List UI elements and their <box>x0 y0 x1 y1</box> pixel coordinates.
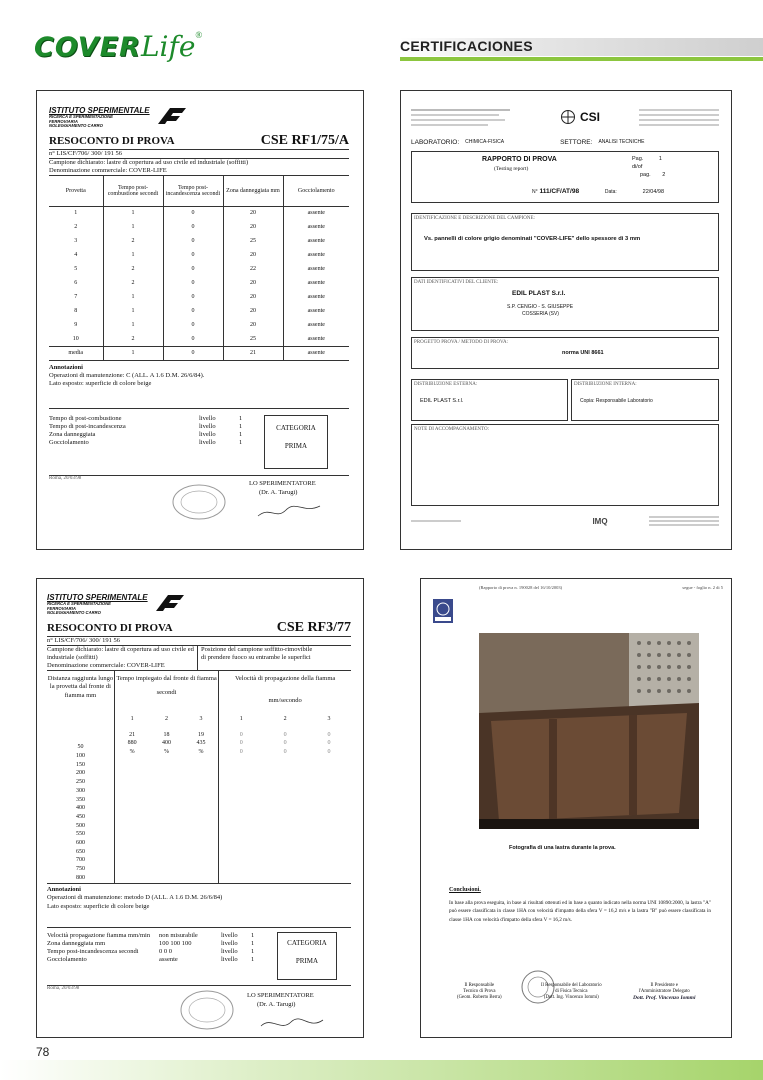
report-code: CSE RF1/75/A <box>260 132 349 148</box>
csi-brand: CSI <box>579 110 600 124</box>
table-cell: 1 <box>49 206 103 220</box>
csi-logo-icon <box>560 109 576 125</box>
table-cell: assente <box>307 224 325 231</box>
notes-title: Annotazioni <box>47 886 81 894</box>
table-cell: 0 <box>163 248 223 262</box>
num-value: 111/CF/AT/98 <box>539 188 580 195</box>
table-cell: 0 <box>163 318 223 332</box>
summary-row <box>47 940 277 948</box>
date-label: Data: <box>604 189 617 195</box>
signature <box>254 500 324 522</box>
institute-sub-1: RICERCA E SPERIMENTAZIONE <box>47 601 111 606</box>
signer-role: LO SPERIMENTATORE <box>249 480 316 488</box>
table-cell: assente <box>307 308 325 315</box>
summary-cell: livello <box>221 956 238 964</box>
table-cell: 2 <box>103 234 163 248</box>
conclusion-text: In base alla prova eseguita, in base ai risultati ottenuti ed in base a quanto indicato nella norma UNI 10890:2000, la lastra "A" può essere classificata in classe 1HA con velocità d'impatto della sfera V = 16,2 m/s e la lastra "B" può essere classificata in classe 1HA con velocità d'impatto della sfera V = 16,2 m/s. <box>449 900 711 923</box>
note-1: Operazioni di manutenzione: metodo D (ALL. A 1.6 D.M. 26/6/84) <box>47 894 223 902</box>
table-cell: 9 <box>49 318 103 332</box>
summary-row <box>49 439 264 447</box>
report-ref: n° LIS/CF/706/ 300/ 191 56 <box>49 149 123 157</box>
table-cell: % <box>129 748 135 755</box>
distance-value: 450 <box>75 813 85 820</box>
num-label: N° <box>532 189 538 195</box>
table-cell: 0 <box>163 304 223 318</box>
table-row <box>219 739 351 748</box>
summary-cell: livello <box>199 415 216 423</box>
table-row <box>49 304 349 318</box>
summary-cell: livello <box>199 431 216 439</box>
table-row <box>49 234 349 248</box>
col-zone: Zona danneggiata mm <box>223 176 283 206</box>
table-cell: assente <box>307 252 325 259</box>
imq-mark: IMQ <box>592 516 608 526</box>
table-cell: 0 <box>327 740 331 747</box>
distance-value: 50 <box>77 744 84 751</box>
summary-row <box>47 956 277 964</box>
institute-sub-2: FERROVIARIA <box>47 605 76 611</box>
table-cell: 20 <box>223 220 283 234</box>
table-cell: 0 <box>239 731 243 738</box>
col-speed: Velocità di propagazione della fiamma <box>234 675 336 683</box>
distance-value: 700 <box>75 857 85 864</box>
cover-life-logo <box>34 30 203 74</box>
table-row <box>219 731 351 740</box>
category-value: PRIMA <box>295 956 319 965</box>
test-photo <box>479 633 699 829</box>
fs-logo-icon <box>156 106 188 126</box>
summary-cell: Gocciolamento <box>47 956 87 964</box>
external-distribution-box <box>411 379 568 421</box>
speed-sub-3: 3 <box>327 715 331 722</box>
summary-row <box>49 423 264 431</box>
table-row <box>115 748 218 757</box>
summary-cell: 1 <box>251 956 255 964</box>
table-cell: 0 <box>163 262 223 276</box>
lab-value: CHIMICA-FISICA <box>465 139 505 145</box>
table-cell: 2 <box>103 332 163 346</box>
table-cell: 5 <box>49 262 103 276</box>
position-line-1: Posizione del campione soffitto-rimovibile <box>201 645 313 653</box>
distance-value: 400 <box>75 805 85 812</box>
category-box <box>264 415 328 469</box>
col-post-comb: Tempo post-combustione secondi <box>103 176 163 206</box>
table-cell: 0 <box>163 276 223 290</box>
col-time-unit: secondi <box>156 689 177 697</box>
table-cell: 1 <box>103 304 163 318</box>
signer2-line3: (Dott. Ing. Vincenzo Iommi) <box>543 995 599 1001</box>
table-cell: 20 <box>223 206 283 220</box>
table-cell: 21 <box>129 731 136 738</box>
summary-cell: 1 <box>251 939 255 947</box>
mean-val-3: 21 <box>223 346 283 360</box>
place-date: Roma, 20/03/98 <box>49 476 82 482</box>
table-cell: % <box>164 748 170 755</box>
report-ref: n° LIS/CF/706/ 300/ 191 56 <box>47 636 121 644</box>
signer1-line1: Il Responsabile <box>464 983 495 988</box>
signer-role: LO SPERIMENTATORE <box>247 991 314 999</box>
table-cell: assente <box>307 210 325 217</box>
category-label: CATEGORIA <box>276 424 316 433</box>
certificate-rf1 <box>36 90 364 550</box>
distance-value: 500 <box>75 822 85 829</box>
page-number: 78 <box>36 1045 50 1059</box>
report-header-box <box>411 151 719 203</box>
summary-row <box>49 415 264 423</box>
table-cell: 19 <box>198 731 204 738</box>
official-stamp <box>169 482 229 522</box>
summary-row <box>49 431 264 439</box>
summary-cell: 1 <box>239 423 243 431</box>
signer-name: (Dr. A. Tarugi) <box>257 1000 296 1008</box>
report-title: RESOCONTO DI PROVA <box>47 621 173 634</box>
table-cell: 0 <box>239 740 243 747</box>
table-cell: assente <box>307 238 325 245</box>
photo-illustration <box>479 633 699 829</box>
table-cell: 20 <box>223 276 283 290</box>
mean-label: media <box>49 346 103 360</box>
of-label: di/of <box>632 164 643 170</box>
table-cell: 7 <box>49 290 103 304</box>
table-cell: 20 <box>223 248 283 262</box>
table-cell: 2 <box>103 262 163 276</box>
report-title: RAPPORTO DI PROVA <box>482 156 557 163</box>
summary-cell: Tempo di post-incandescenza <box>49 423 126 431</box>
page-title: CERTIFICACIONES <box>400 38 533 54</box>
pages-label: pag. <box>640 172 651 178</box>
certificate-rf3 <box>36 578 364 1038</box>
distance-value: 600 <box>75 840 85 847</box>
client-address-1: S.P. CENGIO - S. GIUSEPPE <box>507 304 574 310</box>
date-value: 22/04/98 <box>642 189 665 195</box>
internal-distribution-box <box>571 379 719 421</box>
table-row <box>219 748 351 757</box>
notes-label: NOTE DI ACCOMPAGNAMENTO: <box>414 427 490 432</box>
table-cell: 0 <box>163 234 223 248</box>
summary-cell: 0 0 0 <box>159 947 172 955</box>
propagation-table <box>47 671 351 884</box>
summary-cell: non misurabile <box>159 931 198 939</box>
table-cell: 1 <box>103 248 163 262</box>
table-cell: 25 <box>223 332 283 346</box>
table-cell: 25 <box>223 234 283 248</box>
institute-name: ISTITUTO SPERIMENTALE <box>49 106 150 115</box>
institute-sub-1: RICERCA E SPERIMENTAZIONE <box>49 114 113 119</box>
summary-cell: 1 <box>251 947 255 955</box>
summary-cell: Tempo post-incandescenza secondi <box>47 947 139 955</box>
summary-cell: 100 100 100 <box>159 939 192 947</box>
time-sub-2: 2 <box>165 715 169 722</box>
table-cell: 2 <box>49 220 103 234</box>
table-cell: 6 <box>49 276 103 290</box>
note-1: Operazioni di manutenzione: C (ALL. A 1.6 D.M. 26/6/84). <box>49 371 205 379</box>
sample-line-2: Denominazione commerciale: COVER-LIFE <box>49 167 167 175</box>
summary-cell: Tempo di post-combustione <box>49 415 122 423</box>
sample-section-label: IDENTIFICAZIONE E DESCRIZIONE DEL CAMPIONE: <box>414 216 535 221</box>
table-cell: 10 <box>49 332 103 346</box>
sector-label: SETTORE: <box>560 139 593 146</box>
method-box <box>411 337 719 369</box>
distance-value: 800 <box>75 874 85 881</box>
signer2-line2: di Fisica Tecnica <box>555 989 588 995</box>
summary-cell: Zona danneggiata mm <box>47 939 106 947</box>
table-row <box>49 262 349 276</box>
report-title: RESOCONTO DI PROVA <box>49 134 175 147</box>
summary-cell: livello <box>199 439 216 447</box>
distance-value: 750 <box>75 866 85 873</box>
table-cell: assente <box>307 266 325 273</box>
client-name: EDIL PLAST S.r.l. <box>512 290 566 297</box>
summary-cell: livello <box>221 939 238 947</box>
time-sub-1: 1 <box>130 715 134 722</box>
category-box <box>277 932 337 980</box>
table-row <box>49 248 349 262</box>
col-distance: Distanza raggiunta lungo la provetta dal fronte di fiamma mm <box>47 675 114 699</box>
summary-cell: livello <box>221 947 238 955</box>
table-cell: assente <box>307 335 325 342</box>
col-provetta: Provetta <box>49 176 103 206</box>
results-table <box>49 176 349 361</box>
sample-box <box>411 213 719 271</box>
table-cell: assente <box>307 322 325 329</box>
position-line-2: di prendere fuoco su entrambe le superfici <box>201 654 311 662</box>
method-section-label: PROGETTO PROVA / METODO DI PROVA: <box>414 340 508 345</box>
table-cell: assente <box>307 294 325 301</box>
mean-val-4: assente <box>307 350 325 357</box>
distance-value: 200 <box>75 770 85 777</box>
summary-cell: livello <box>199 423 216 431</box>
note-2: Lato esposto: superficie di colore beige <box>49 379 152 387</box>
signer1-line2: Tecnico di Prova <box>463 989 496 995</box>
signer3-line2: l'Amministratore Delegato <box>638 989 690 995</box>
table-cell: 0 <box>163 206 223 220</box>
table-cell: 4 <box>49 248 103 262</box>
table-cell: 2 <box>103 276 163 290</box>
signature <box>257 1012 327 1034</box>
speed-sub-1: 1 <box>239 715 243 722</box>
col-post-inc: Tempo post-incandescenza secondi <box>163 176 223 206</box>
summary-cell: livello <box>221 931 238 939</box>
int-dist-label: DISTRIBUZIONE INTERNA: <box>574 382 637 387</box>
distance-value: 150 <box>75 761 85 768</box>
table-cell: 3 <box>49 234 103 248</box>
distance-value: 300 <box>75 787 85 794</box>
table-cell: 0 <box>327 731 331 738</box>
signer2-line1: Il Responsabile del Laboratorio <box>541 983 602 988</box>
signer3-line3: Dott. Prof. Vincenzo Iommi <box>633 995 696 1002</box>
sector-value: ANALISI TECNICHE <box>598 139 645 145</box>
official-stamp <box>177 988 237 1032</box>
table-cell: 0 <box>163 290 223 304</box>
table-row <box>115 739 218 748</box>
doc-header-right: segue - foglio n. 2 di 5 <box>682 585 723 590</box>
table-cell: 0 <box>163 332 223 346</box>
note-2: Lato esposto: superficie di colore beige <box>47 902 150 910</box>
logo-script: Life <box>140 30 196 63</box>
distance-value: 650 <box>75 848 85 855</box>
summary-cell: assente <box>159 956 178 964</box>
signer3-line1: Il Presidente e <box>650 983 678 988</box>
institute-name: ISTITUTO SPERIMENTALE <box>47 593 148 602</box>
table-cell: 20 <box>223 318 283 332</box>
pag-value: 1 <box>658 156 662 162</box>
conclusion-title: Conclusioni. <box>449 887 481 893</box>
summary-cell: 1 <box>239 415 243 423</box>
mean-val-1: 1 <box>103 346 163 360</box>
table-row <box>49 220 349 234</box>
header-accent-line <box>400 57 763 61</box>
distance-value: 350 <box>75 796 85 803</box>
summary-cell: 1 <box>239 431 243 439</box>
category-value: PRIMA <box>284 442 308 451</box>
table-cell: 0 <box>283 740 287 747</box>
table-cell: 18 <box>163 731 170 738</box>
footer-bar <box>0 1060 763 1080</box>
distance-value: 250 <box>75 779 85 786</box>
table-cell: 22 <box>223 262 283 276</box>
institute-sub-3: NOLEGGIAMENTO CARRO <box>49 123 103 129</box>
lab-label: LABORATORIO: <box>411 139 460 146</box>
signer1-line3: (Geom. Roberto Berra) <box>457 995 502 1001</box>
table-cell: 0 <box>163 220 223 234</box>
table-cell: assente <box>307 280 325 287</box>
col-drip: Gocciolamento <box>297 187 335 194</box>
summary-row <box>47 948 277 956</box>
doc-header-left: (Rapporto di prova n. 190028 del 16/10/2003) <box>479 585 563 590</box>
table-row <box>49 318 349 332</box>
table-cell: 1 <box>103 318 163 332</box>
fs-logo-icon <box>154 593 186 613</box>
method-value: norma UNI 8661 <box>562 350 604 356</box>
int-dist-value: Copia: Responsabile Laboratorio <box>580 398 653 404</box>
table-row <box>49 332 349 346</box>
table-row <box>49 276 349 290</box>
table-cell: 1 <box>103 290 163 304</box>
col-time: Tempo impiegato dal fronte di fiamma <box>116 675 217 683</box>
category-label: CATEGORIA <box>287 938 327 947</box>
table-cell: 20 <box>223 290 283 304</box>
table-cell: 400 <box>162 740 172 747</box>
summary-cell: Zona danneggiata <box>49 431 96 439</box>
mean-val-2: 0 <box>163 346 223 360</box>
notes-box <box>411 424 719 506</box>
table-cell: 0 <box>327 748 331 755</box>
summary-cell: 1 <box>251 931 255 939</box>
pag-label: Pag. <box>632 156 644 162</box>
summary-cell: Gocciolamento <box>49 439 89 447</box>
table-cell: 20 <box>223 304 283 318</box>
speed-sub-2: 2 <box>283 715 287 722</box>
sample-line-1: Campione dichiarato: lastre di copertura ad uso civile ed industriale (soffitti) <box>49 158 249 166</box>
ext-dist-label: DISTRIBUZIONE ESTERNA: <box>414 382 478 387</box>
logo-main: COVER <box>34 32 141 63</box>
institute-sub-3: NOLEGGIAMENTO CARRO <box>47 610 101 616</box>
logo-reg-mark: ® <box>195 30 203 40</box>
client-section-label: DATI IDENTIFICATIVI DEL CLIENTE: <box>414 280 499 285</box>
signer-name: (Dr. A. Tarugi) <box>259 489 298 497</box>
table-cell: 0 <box>283 731 287 738</box>
table-cell: 1 <box>103 206 163 220</box>
report-code: CSE RF3/77 <box>276 619 351 635</box>
col-speed-unit: mm/secondo <box>268 697 302 705</box>
distance-value: 100 <box>75 753 85 760</box>
csi-test-report <box>400 90 732 550</box>
summary-row <box>47 932 277 940</box>
report-subtitle: (Testing report) <box>494 166 529 172</box>
notes-title: Annotazioni <box>49 363 83 371</box>
photo-caption: Fotografia di una lastra durante la prova. <box>509 845 616 851</box>
institute-sub-2: FERROVIARIA <box>49 118 78 124</box>
table-cell: 880 <box>127 740 137 747</box>
sample-line-1: Campione dichiarato: lastre di copertura ad uso civile ed industriale (soffitti) <box>47 645 194 662</box>
table-cell: 8 <box>49 304 103 318</box>
table-cell: 435 <box>196 740 206 747</box>
time-sub-3: 3 <box>199 715 203 722</box>
table-cell: 1 <box>103 220 163 234</box>
distance-value: 550 <box>75 831 85 838</box>
sample-value: Vs. pannelli di colore grigio denominati "COVER-LIFE" dello spessore di 3 mm <box>424 236 641 242</box>
client-address-2: COSSERIA (SV) <box>522 311 559 317</box>
client-box <box>411 277 719 331</box>
sample-line-2: Denominazione commerciale: COVER-LIFE <box>47 662 165 670</box>
summary-cell: Velocità propagazione fiamma mm/min <box>47 931 151 939</box>
table-cell: 0 <box>239 748 243 755</box>
place-date: Roma, 20/03/98 <box>47 985 80 991</box>
table-row <box>115 731 218 740</box>
impact-test-report <box>420 578 732 1038</box>
table-row <box>49 290 349 304</box>
table-cell: % <box>198 748 204 755</box>
pages-value: 2 <box>662 172 666 178</box>
summary-cell: 1 <box>239 439 243 447</box>
table-cell: 0 <box>283 748 287 755</box>
institute-logo-icon <box>433 599 453 623</box>
ext-dist-value: EDIL PLAST S.r.l. <box>420 398 464 404</box>
table-row <box>49 206 349 220</box>
